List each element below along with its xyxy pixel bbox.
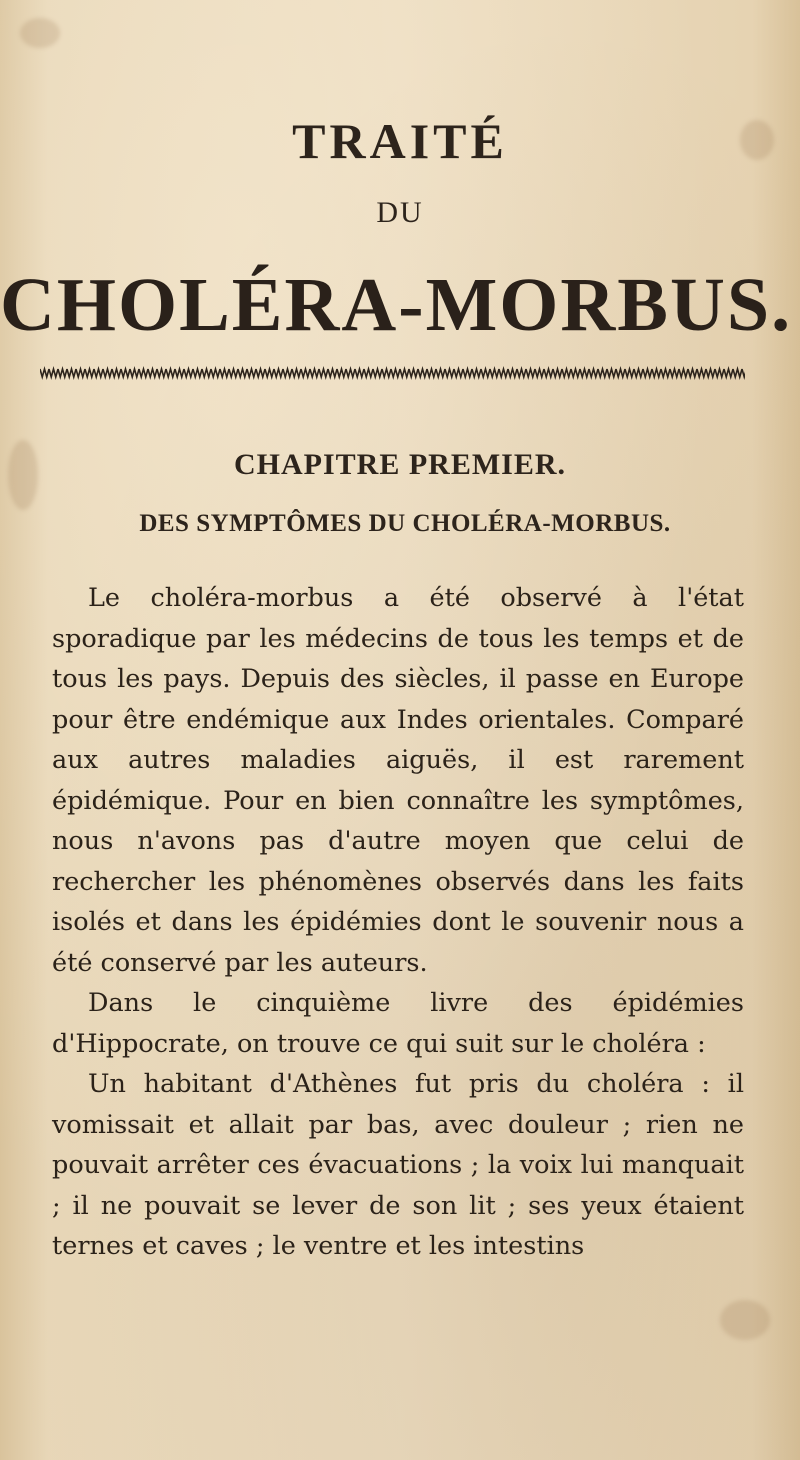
chapter-subtitle: DES SYMPTÔMES DU CHOLÉRA-MORBUS. [139,510,671,537]
book-title-traite: TRAITÉ [292,113,508,169]
paragraph: Le choléra-morbus a été observé à l'état sporadique par les médecins de tous les temps et de tous les pays. Depuis des siècles, il passe en Europe pour être endémique aux Indes orientales. Comparé aux autres maladies aiguës, il est rarement épidémique. Pour en bien connaître les symptômes, nous n'avons pas d'autre moyen que celui de rechercher les phénomènes observés dans les faits isolés et dans les épidémies dont le souvenir nous a été conservé par les auteurs. [52,583,744,978]
paragraph: Un habitant d'Athènes fut pris du choléra : il vomissait et allait par bas, avec douleur ; rien ne pouvait arrêter ces évacuations ; la voix lui manquait ; il ne pouvait se lever de son lit ; ses yeux étaient ternes et caves ; le ventre et les intestins [52,1069,744,1261]
chapter-heading: CHAPITRE PREMIER. [233,448,566,481]
book-title-du: DU [376,196,424,229]
decorative-rule-icon [40,366,745,380]
paper-stain [20,18,60,48]
paragraph: Dans le cinquième livre des épidémies d'Hippocrate, on trouve ce qui suit sur le choléra : [52,988,744,1059]
body-text [52,578,744,1267]
book-title-cholera-morbus: CHOLÉRA-MORBUS. [0,263,793,347]
paper-stain [720,1300,770,1340]
